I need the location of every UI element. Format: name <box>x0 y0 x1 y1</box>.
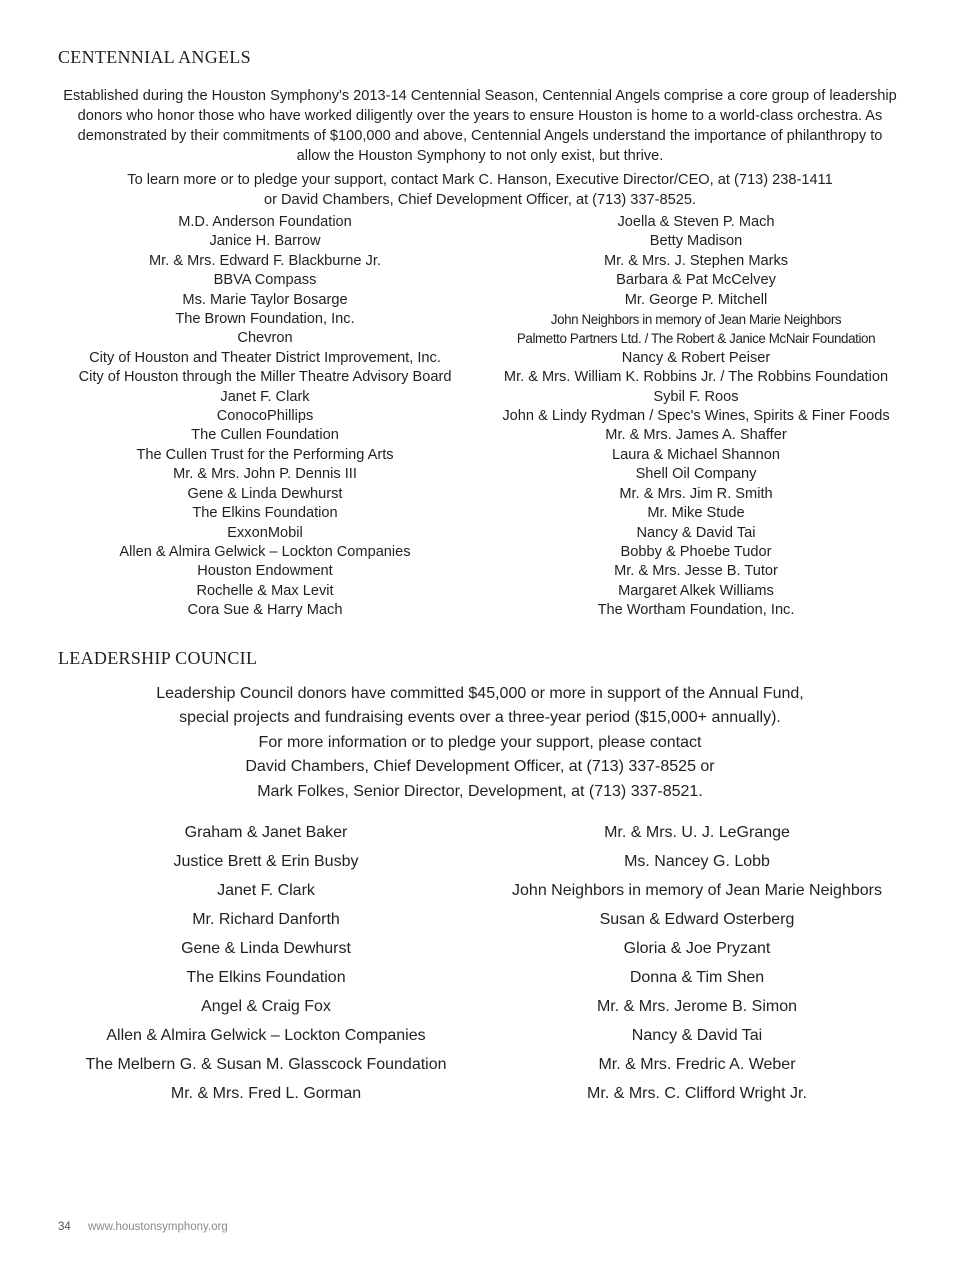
donor-name: Mr. Richard Danforth <box>192 911 340 928</box>
donor-name: The Wortham Foundation, Inc. <box>597 602 795 619</box>
website-url: www.houstonsymphony.org <box>88 1221 228 1233</box>
donor-name: M.D. Anderson Foundation <box>178 214 352 230</box>
donor-name: Mr. & Mrs. Jerome B. Simon <box>596 998 798 1015</box>
donor-name: Nancy & Robert Peiser <box>621 349 771 366</box>
donor-name: John Neighbors in memory of Jean Marie Neighbors <box>512 882 882 899</box>
donor-name: Cora Sue & Harry Mach <box>187 602 343 619</box>
donor-name: Graham & Janet Baker <box>184 824 348 841</box>
donor-name: Houston Endowment <box>197 563 333 580</box>
donor-name: ConocoPhillips <box>216 408 314 425</box>
donor-name: The Cullen Foundation <box>191 427 339 444</box>
donor-name: Angel & Craig Fox <box>201 998 331 1015</box>
contact-line-1: To learn more or to pledge your support, contact Mark C. Hanson, Executive Director/CEO, at (713) 238-1411 <box>127 172 833 188</box>
donor-name: Mr. & Mrs. John P. Dennis III <box>173 466 357 483</box>
donor-name: Betty Madison <box>649 233 743 250</box>
donor-name: Mr. & Mrs. Fred L. Gorman <box>170 1085 362 1102</box>
donor-name: John Neighbors in memory of Jean Marie Neighbors <box>550 312 842 328</box>
donor-name: Margaret Alkek Williams <box>618 582 774 599</box>
donor-name: The Melbern G. & Susan M. Glasscock Foundation <box>85 1056 447 1073</box>
donor-name: Barbara & Pat McCelvey <box>616 272 776 289</box>
page-footer <box>58 1221 228 1233</box>
donor-name: Mr. & Mrs. U. J. LeGrange <box>604 824 790 841</box>
intro-line: Mark Folkes, Senior Director, Development, at (713) 337-8521. <box>257 782 703 800</box>
donor-name: Mr. & Mrs. Fredric A. Weber <box>598 1056 796 1073</box>
donor-name: John & Lindy Rydman / Spec's Wines, Spirits & Finer Foods <box>502 408 890 425</box>
centennial-angels-right-column <box>480 213 912 621</box>
donor-name: Janice H. Barrow <box>209 233 321 250</box>
donor-name: Joella & Steven P. Mach <box>617 214 775 230</box>
donor-name: Allen & Almira Gelwick – Lockton Companies <box>106 1027 426 1044</box>
donor-name: The Elkins Foundation <box>186 969 346 986</box>
centennial-angels-intro: Established during the Houston Symphony's 2013-14 Centennial Season, Centennial Angels comprise a core group of leadership donors who honor those who have worked diligently over the years to ensure Houston is home to a world-class orchestra. As demonstrated by their commitments of $100,000 and above, Centennial Angels understand the importance of philanthropy to allow the Houston Symphony to not only exist, but thrive. <box>63 88 897 164</box>
donor-name: Gene & Linda Dewhurst <box>181 940 351 957</box>
intro-line: For more information or to pledge your support, please contact <box>258 733 702 751</box>
donor-name: ExxonMobil <box>227 524 303 541</box>
page-number: 34 <box>58 1221 71 1233</box>
donor-name: City of Houston through the Miller Theatre Advisory Board <box>78 369 452 386</box>
donor-name: Mr. & Mrs. Edward F. Blackburne Jr. <box>149 252 381 269</box>
leadership-council-right-column <box>474 818 920 1108</box>
donor-name: Mr. & Mrs. Jesse B. Tutor <box>614 563 778 580</box>
leadership-council-left-column <box>40 818 492 1108</box>
donor-name: Justice Brett & Erin Busby <box>173 853 359 870</box>
donor-name: Mr. & Mrs. J. Stephen Marks <box>603 252 789 269</box>
donor-name: Ms. Nancey G. Lobb <box>624 853 770 870</box>
donor-name: Mr. & Mrs. C. Clifford Wright Jr. <box>587 1085 807 1102</box>
leadership-council-intro <box>60 682 900 804</box>
donor-name: Allen & Almira Gelwick – Lockton Companies <box>119 543 411 560</box>
donor-name: Nancy & David Tai <box>636 524 756 541</box>
donor-name: BBVA Compass <box>213 272 317 289</box>
donor-name: Laura & Michael Shannon <box>612 446 780 463</box>
donor-name: Sybil F. Roos <box>653 388 739 405</box>
donor-name: Gene & Linda Dewhurst <box>187 485 343 502</box>
centennial-angels-left-column <box>46 213 484 621</box>
intro-line: Leadership Council donors have committed $45,000 or more in support of the Annual Fund, <box>156 685 804 702</box>
donor-name: Palmetto Partners Ltd. / The Robert & Janice McNair Foundation <box>516 331 876 347</box>
donor-name: The Brown Foundation, Inc. <box>175 311 355 328</box>
donor-name: Rochelle & Max Levit <box>196 582 334 599</box>
donor-name: Nancy & David Tai <box>631 1027 763 1044</box>
donor-name: Donna & Tim Shen <box>629 969 765 986</box>
centennial-angels-contact <box>60 170 900 210</box>
donor-name: Ms. Marie Taylor Bosarge <box>182 291 348 308</box>
donor-name: Bobby & Phoebe Tudor <box>620 543 772 560</box>
centennial-angels-heading: CENTENNIAL ANGELS <box>58 47 251 67</box>
donor-name: Janet F. Clark <box>220 388 310 405</box>
donor-name: City of Houston and Theater District Improvement, Inc. <box>89 349 441 366</box>
donor-name: Mr. & Mrs. James A. Shaffer <box>605 427 787 444</box>
donor-name: The Cullen Trust for the Performing Arts <box>136 446 394 463</box>
contact-line-2: or David Chambers, Chief Development Officer, at (713) 337-8525. <box>263 192 697 208</box>
donor-name: The Elkins Foundation <box>192 505 338 522</box>
donor-name: Mr. & Mrs. William K. Robbins Jr. / The Robbins Foundation <box>503 369 889 386</box>
donor-name: Mr. George P. Mitchell <box>624 291 768 308</box>
donor-name: Shell Oil Company <box>635 466 757 483</box>
donor-name: Gloria & Joe Pryzant <box>623 940 771 957</box>
donor-name: Chevron <box>237 330 293 347</box>
donor-name: Janet F. Clark <box>217 882 315 899</box>
donor-name: Mr. & Mrs. Jim R. Smith <box>619 485 773 502</box>
intro-line: special projects and fundraising events over a three-year period ($15,000+ annually). <box>179 709 781 727</box>
intro-line: David Chambers, Chief Development Officer, at (713) 337-8525 or <box>245 758 715 776</box>
leadership-council-heading: LEADERSHIP COUNCIL <box>58 648 258 668</box>
donor-name: Mr. Mike Stude <box>647 505 745 522</box>
donor-name: Susan & Edward Osterberg <box>599 911 795 928</box>
